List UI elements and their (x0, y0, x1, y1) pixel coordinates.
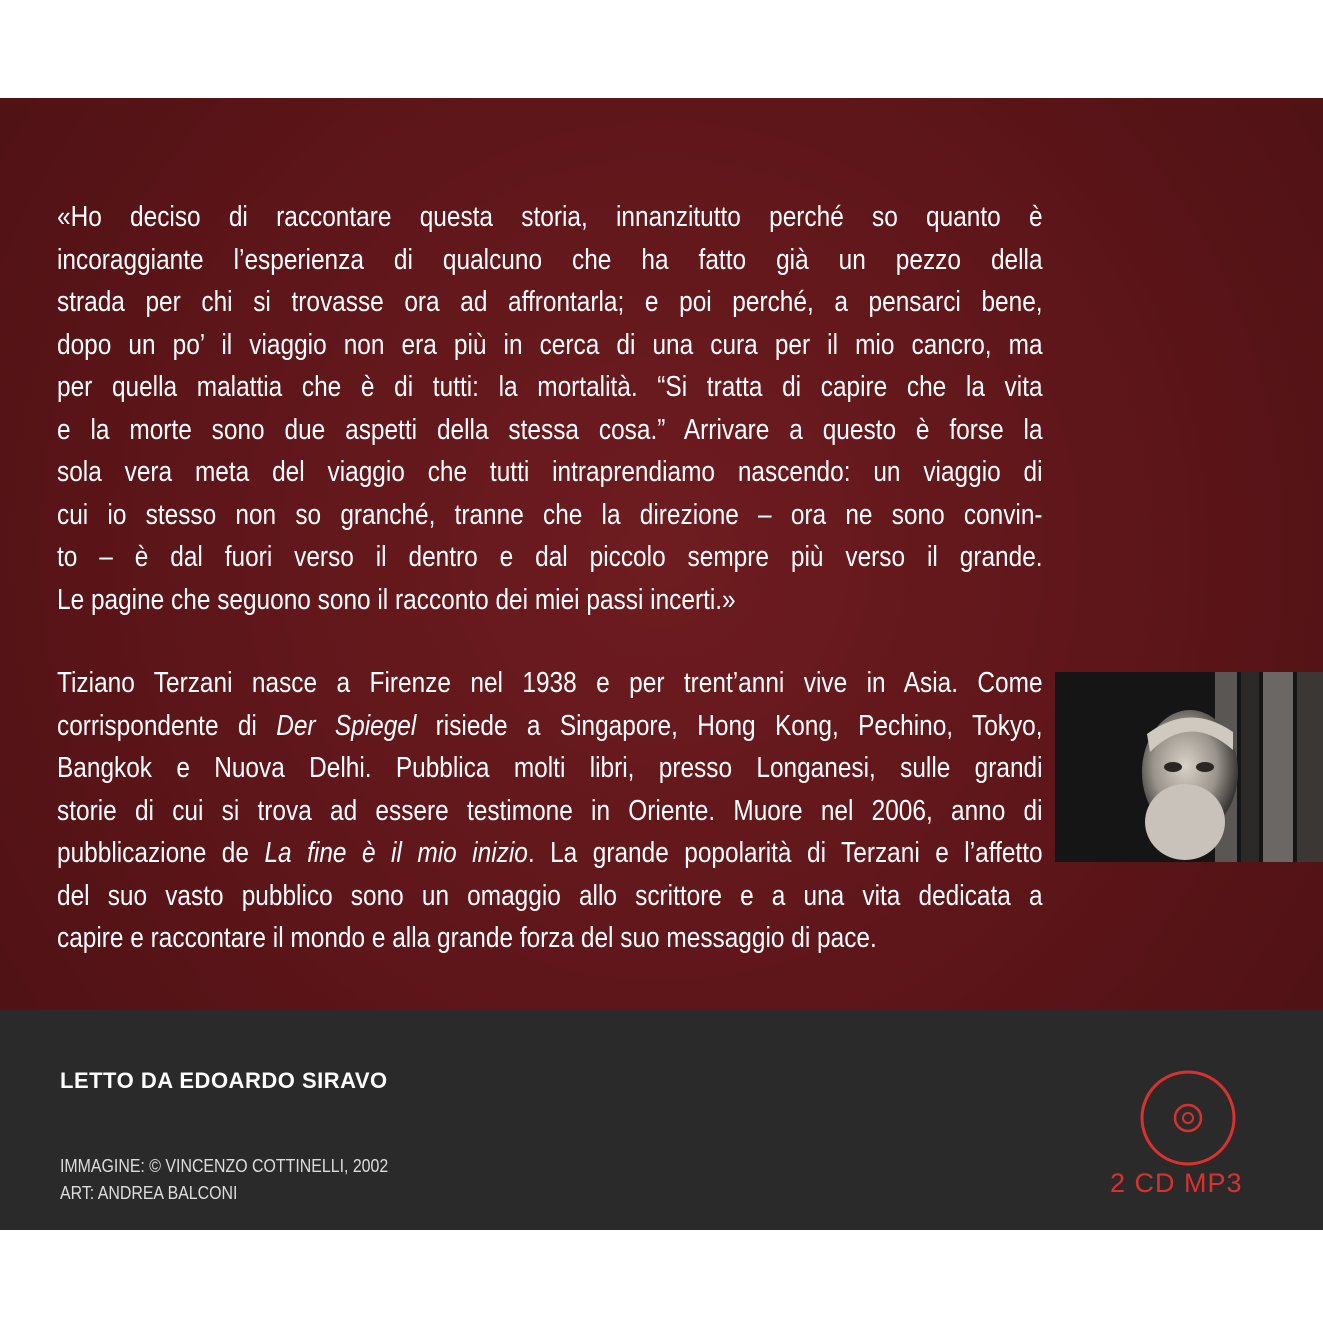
quote-line: sola vera meta del viaggio che tutti intraprendiamo nascendo: un viaggio di (57, 456, 1043, 488)
image-credits (60, 1152, 388, 1206)
publication-title: Der Spiegel (276, 709, 417, 742)
author-quote (57, 196, 1043, 621)
quote-line: dopo un po’ il viaggio non era più in cerca di una cura per il mio cancro, ma (57, 328, 1043, 361)
bio-line: Tiziano Terzani nasce a Firenze nel 1938 e per trent’anni vive in Asia. Come (57, 667, 1043, 699)
image-credit: IMMAGINE: © VINCENZO COTTINELLI, 2002 (60, 1155, 389, 1176)
back-cover (0, 98, 1323, 1230)
bio-line: capire e raccontare il mondo e alla grande forza del suo messaggio di pace. (57, 922, 877, 954)
narrator-credit: LETTO DA EDOARDO SIRAVO (60, 1068, 388, 1093)
art-credit: ART: ANDREA BALCONI (60, 1182, 238, 1203)
author-photo (1055, 672, 1323, 862)
format-label: 2 CD MP3 (1110, 1168, 1243, 1198)
bio-line: del suo vasto pubblico sono un omaggio allo scrittore e a una vita dedicata a (57, 879, 1043, 912)
quote-line: «Ho deciso di raccontare questa storia, innanzitutto perché so quanto è (57, 201, 1043, 233)
footer-band (0, 1010, 1323, 1230)
quote-line: e la morte sono due aspetti della stessa cosa.” Arrivare a questo è forse la (57, 413, 1043, 446)
bio-line: Bangkok e Nuova Delhi. Pubblica molti libri, presso Longanesi, sulle grandi (57, 752, 1043, 784)
book-title: La fine è il mio inizio (264, 837, 528, 869)
quote-line: cui io stesso non so granché, tranne che la direzione – ora ne sono convin- (57, 498, 1043, 531)
author-biography (57, 662, 1043, 960)
quote-line: to – è dal fuori verso il dentro e dal piccolo sempre più verso il grande. (57, 541, 1043, 573)
bio-line: pubblicazione de La fine è il mio inizio. La grande popolarità di Terzani e l’affetto (57, 837, 1043, 869)
bio-line: corrispondente di Der Spiegel risiede a Singapore, Hong Kong, Pechino, Tokyo, (57, 709, 1043, 742)
bio-line: storie di cui si trova ad essere testimone in Oriente. Muore nel 2006, anno di (57, 794, 1043, 827)
quote-line: incoraggiante l’esperienza di qualcuno che ha fatto già un pezzo della (57, 243, 1043, 276)
quote-line: Le pagine che seguono sono il racconto dei miei passi incerti.» (57, 583, 736, 616)
quote-line: strada per chi si trovasse ora ad affrontarla; e poi perché, a pensarci bene, (57, 286, 1043, 318)
cd-icon (1138, 1068, 1238, 1168)
quote-line: per quella malattia che è di tutti: la mortalità. “Si tratta di capire che la vita (57, 371, 1043, 403)
